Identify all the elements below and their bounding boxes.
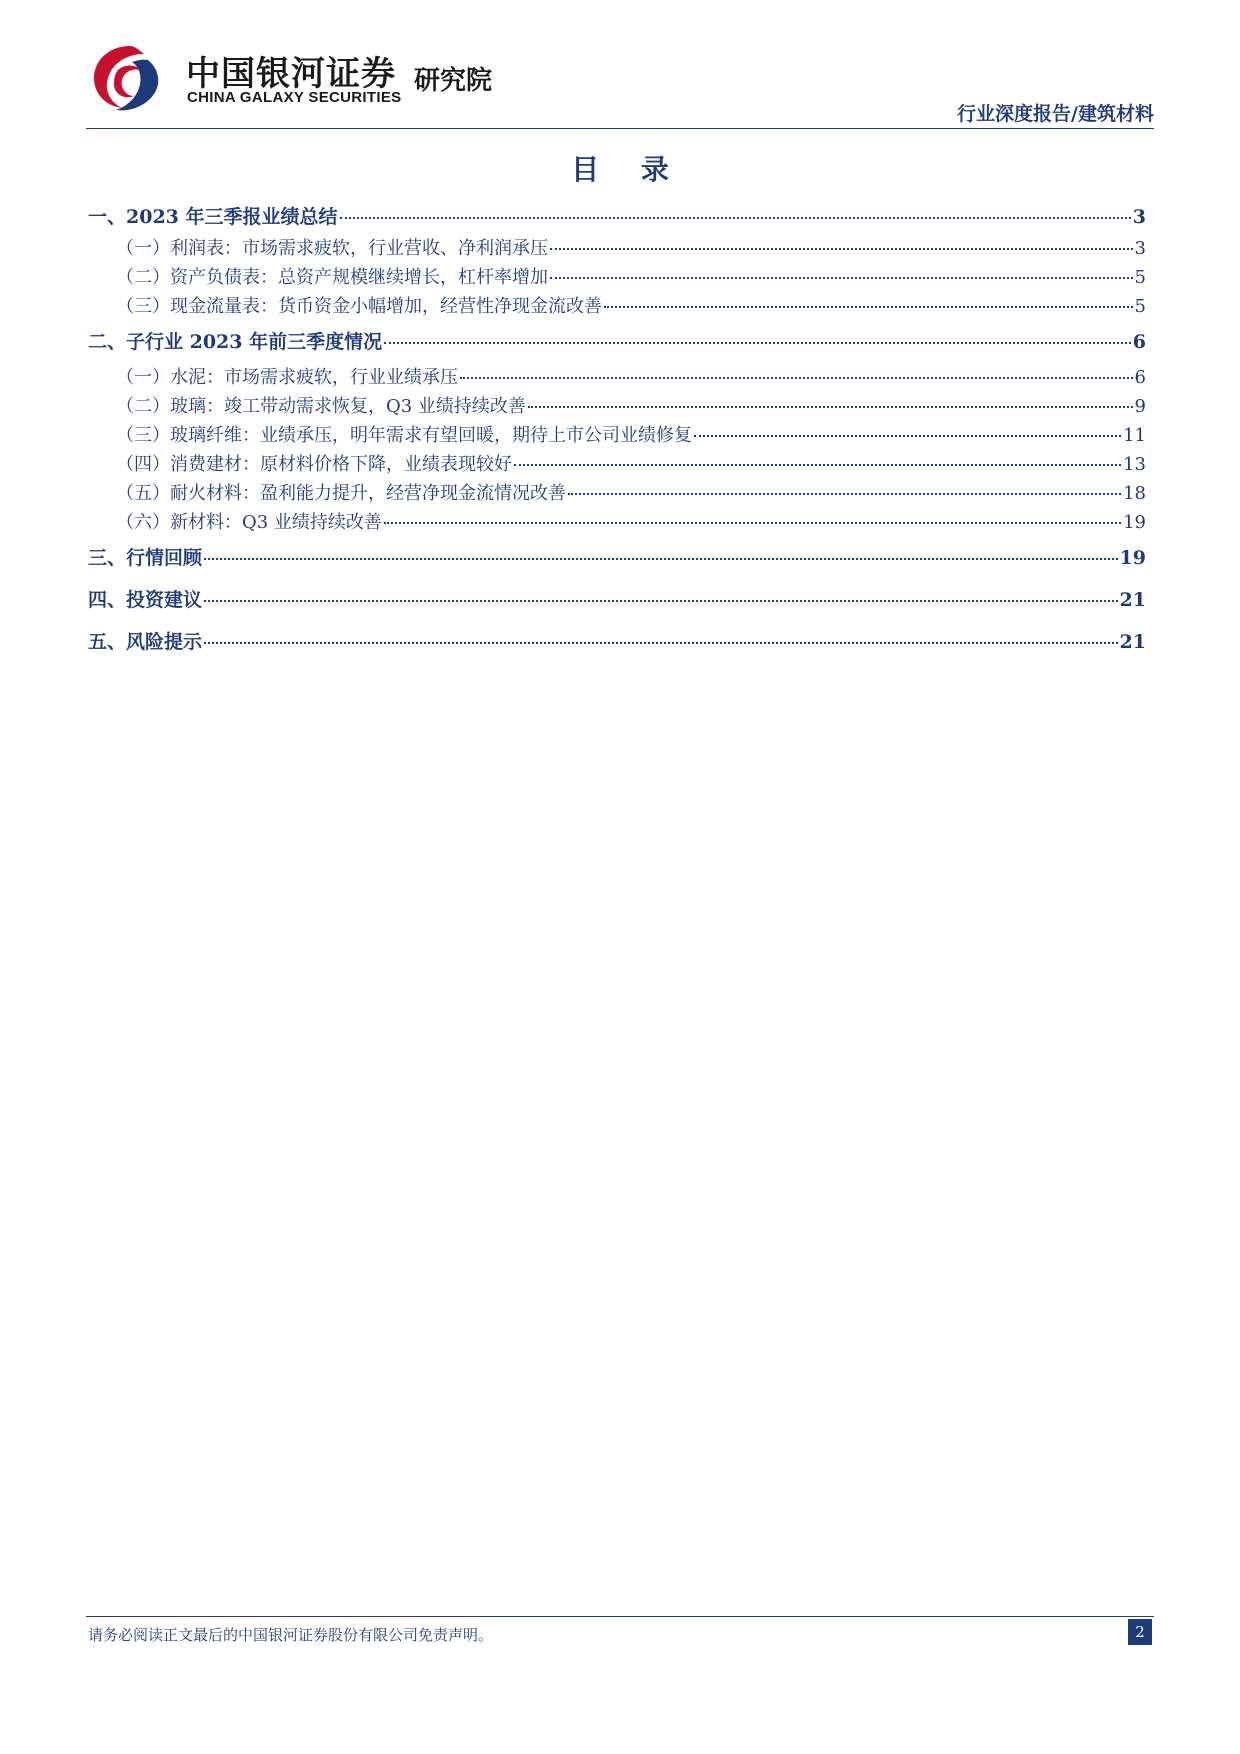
toc-entry-1-1[interactable] — [88, 234, 1146, 263]
toc-entry-page: 3 — [1134, 238, 1146, 259]
toc-entry-page: 13 — [1123, 454, 1146, 475]
toc-entry-2-1[interactable] — [88, 363, 1146, 392]
toc-entry-text: （一）水泥：市场需求疲软，行业业绩承压 — [116, 367, 458, 388]
toc-entry-page: 5 — [1134, 296, 1146, 317]
toc-entry-1-3[interactable] — [88, 292, 1146, 321]
toc-entry-page: 19 — [1119, 547, 1146, 569]
toc-entry-text: （三）现金流量表：货币资金小幅增加，经营性净现金流改善 — [116, 296, 602, 317]
toc-entry-page: 18 — [1123, 483, 1146, 504]
institute-label: 研究院 — [414, 66, 493, 96]
toc-entry-text: 三、行情回顾 — [88, 547, 203, 569]
toc-dot-leader — [694, 435, 1121, 437]
toc-dot-leader — [514, 464, 1121, 466]
toc-entry-page: 6 — [1134, 367, 1146, 388]
toc-entry-text: （五）耐火材料：盈利能力提升，经营净现金流情况改善 — [116, 483, 566, 504]
footer-divider — [86, 1616, 1154, 1617]
toc-entry-text: （一）利润表：市场需求疲软，行业营收、净利润承压 — [116, 238, 548, 259]
toc-dot-leader — [550, 277, 1133, 279]
report-type: 行业深度报告/建筑材料 — [957, 103, 1154, 125]
toc-entry-text: 二、子行业 2023 年前三季度情况 — [88, 331, 383, 353]
footer-disclaimer: 请务必阅读正文最后的中国银河证券股份有限公司免责声明。 — [88, 1626, 494, 1644]
toc-entry-2-4[interactable] — [88, 450, 1146, 479]
toc-dot-leader — [604, 306, 1133, 308]
toc-dot-leader — [528, 406, 1133, 408]
toc-dot-leader — [204, 642, 1118, 644]
galaxy-logo-icon — [88, 40, 168, 114]
toc-entry-page: 21 — [1119, 589, 1146, 611]
header-divider — [86, 128, 1154, 129]
toc-dot-leader — [204, 600, 1118, 602]
toc-title: 目 录 — [571, 153, 685, 186]
toc-entry-2-6[interactable] — [88, 508, 1146, 537]
toc-entry-text: （三）玻璃纤维：业绩承压，明年需求有望回暖，期待上市公司业绩修复 — [116, 425, 692, 446]
toc-entry-page: 19 — [1123, 512, 1146, 533]
toc-entry-text: （四）消费建材：原材料价格下降，业绩表现较好 — [116, 454, 512, 475]
toc-entry-text: （二）资产负债表：总资产规模继续增长，杠杆率增加 — [116, 267, 548, 288]
toc-entry-3[interactable] — [88, 537, 1146, 579]
toc-entry-page: 3 — [1132, 206, 1146, 228]
toc-dot-leader — [550, 248, 1133, 250]
toc-entry-2-5[interactable] — [88, 479, 1146, 508]
toc-entry-2-2[interactable] — [88, 392, 1146, 421]
toc-entry-page: 21 — [1119, 631, 1146, 653]
page-number: 2 — [1128, 1619, 1152, 1645]
toc-dot-leader — [460, 377, 1133, 379]
toc-entry-text: 五、风险提示 — [88, 631, 203, 653]
toc-entry-text: 一、2023 年三季报业绩总结 — [88, 206, 338, 228]
toc-entry-page: 6 — [1132, 331, 1146, 353]
toc-dot-leader — [340, 217, 1131, 219]
table-of-contents — [88, 200, 1146, 663]
toc-dot-leader — [204, 558, 1118, 560]
toc-entry-1-2[interactable] — [88, 263, 1146, 292]
toc-entry-page: 11 — [1123, 425, 1146, 446]
toc-entry-2-3[interactable] — [88, 421, 1146, 450]
toc-dot-leader — [384, 342, 1131, 344]
toc-entry-text: （二）玻璃：竣工带动需求恢复，Q3 业绩持续改善 — [116, 396, 526, 417]
brand-name-cn: 中国银河证券 — [186, 54, 396, 94]
toc-entry-4[interactable] — [88, 579, 1146, 621]
toc-dot-leader — [384, 522, 1121, 524]
toc-entry-page: 5 — [1134, 267, 1146, 288]
toc-entry-text: 四、投资建议 — [88, 589, 203, 611]
toc-entry-2[interactable] — [88, 321, 1146, 363]
toc-entry-1[interactable] — [88, 200, 1146, 234]
toc-dot-leader — [568, 493, 1121, 495]
toc-entry-5[interactable] — [88, 621, 1146, 663]
toc-entry-text: （六）新材料：Q3 业绩持续改善 — [116, 512, 382, 533]
toc-entry-page: 9 — [1134, 396, 1146, 417]
brand-name-en: CHINA GALAXY SECURITIES — [187, 89, 402, 106]
